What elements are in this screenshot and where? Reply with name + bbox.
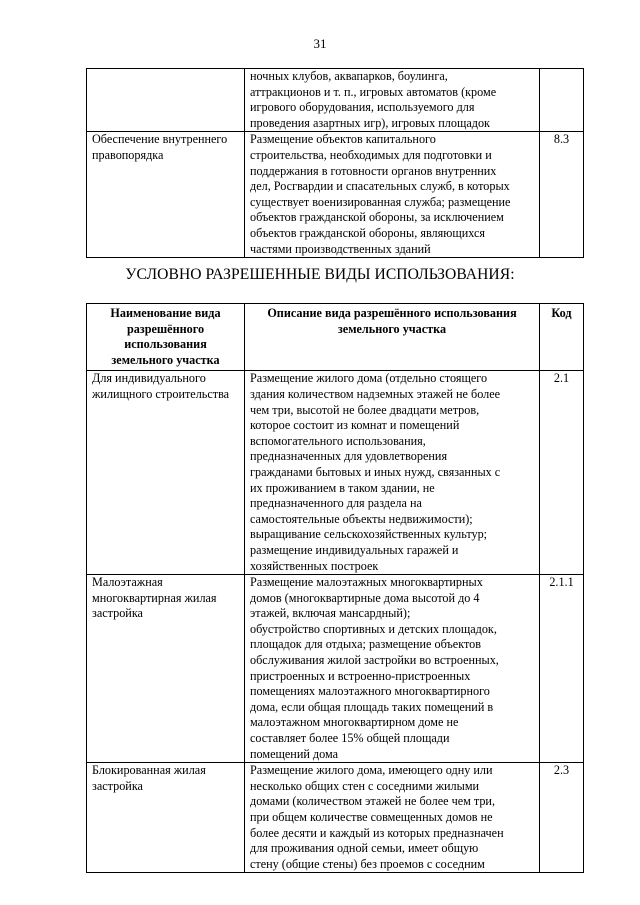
description-line: дома, если общая площадь таких помещений в <box>250 699 494 714</box>
table-row <box>87 69 584 132</box>
description-line: строительства, необходимых для подготовки и <box>250 147 492 162</box>
description-line: помещениях малоэтажного многоквартирного <box>250 684 490 699</box>
description-line: домов (многоквартирные дома высотой до 4 <box>250 590 480 605</box>
header-name: Наименование вида разрешённого использования земельного участка <box>87 304 245 371</box>
description-line: при общем количестве совмещенных домов не <box>250 810 493 824</box>
description-line: составляет более 15% общей площади <box>250 731 450 746</box>
table-row <box>87 371 584 575</box>
description-line: пристроенных и встроенно-пристроенных <box>250 668 471 683</box>
description-line: размещение индивидуальных гаражей и <box>250 542 459 557</box>
description-line: более десяти и каждый из которых предназначен <box>250 825 504 840</box>
row-name: Блокированная жилая застройка <box>87 763 245 873</box>
section-title: УСЛОВНО РАЗРЕШЕННЫЕ ВИДЫ ИСПОЛЬЗОВАНИЯ: <box>125 266 515 283</box>
description-line: Размещение малоэтажных многоквартирных <box>250 575 483 590</box>
page-number: 31 <box>313 36 327 51</box>
description-line: площадок для отдыха; размещение объектов <box>250 637 481 652</box>
main-table <box>86 303 584 873</box>
row-name <box>87 69 245 132</box>
description-line: проведения азартных игр), игровых площадок <box>250 115 490 130</box>
table-row <box>87 132 584 258</box>
description-line: этажей, включая мансардный); <box>250 606 411 621</box>
description-line: домами (количеством этажей не более чем три, <box>250 794 495 809</box>
description-line: обустройство спортивных и детских площадок, <box>250 621 497 636</box>
row-code: 2.3 <box>540 763 584 873</box>
row-description <box>245 132 540 258</box>
description-line: хозяйственных построек <box>250 558 379 573</box>
table-row <box>87 575 584 763</box>
description-line: поддержания в готовности органов внутренних <box>250 163 497 178</box>
description-line: игрового оборудования, используемого для <box>250 100 475 115</box>
description-line: гражданами бытовых и иных нужд, связанных с <box>250 464 501 479</box>
description-line: для проживания одной семьи, имеет общую <box>250 841 479 856</box>
description-line: предназначенного для раздела на <box>250 496 422 511</box>
table-row <box>87 763 584 873</box>
row-code: 2.1 <box>540 371 584 575</box>
description-line: их проживанием в таком здании, не <box>250 480 435 495</box>
row-name: Обеспечение внутреннего правопорядка <box>87 132 245 258</box>
description-line: несколько общих стен с соседними жилыми <box>250 778 480 793</box>
description-line: обслуживания жилой застройки во встроенных, <box>250 653 499 668</box>
description-line: частями производственных зданий <box>250 241 431 256</box>
row-code <box>540 69 584 132</box>
description-line: которое состоит из комнат и помещений <box>250 418 460 433</box>
description-line: помещений дома <box>250 746 339 761</box>
description-line: вспомогательного использования, <box>250 433 426 448</box>
description-line: Размещение жилого дома (отдельно стоящего <box>250 371 488 386</box>
top-table <box>86 68 584 258</box>
row-description <box>245 575 540 763</box>
description-line: стену (общие стены) без проемов с соседним <box>250 856 485 871</box>
row-code: 8.3 <box>540 132 584 258</box>
description-line: выращивание сельскохозяйственных культур; <box>250 527 488 542</box>
row-code: 2.1.1 <box>540 575 584 763</box>
description-line: аттракционов и т. п., игровых автоматов (кроме <box>250 84 497 99</box>
description-line: объектов гражданской обороны, являющихся <box>250 225 485 240</box>
row-description <box>245 763 540 873</box>
description-line: ночных клубов, аквапарков, боулинга, <box>250 69 448 83</box>
row-description <box>245 69 540 132</box>
description-line: самостоятельные объекты недвижимости); <box>250 511 473 526</box>
header-description: Описание вида разрешённого использования земельного участка <box>245 304 540 371</box>
table-header-row <box>87 304 584 371</box>
description-line: дел, Росгвардии и спасательных служб, в которых <box>250 179 510 194</box>
description-line: чем три, высотой не более двадцати метров, <box>250 402 480 417</box>
description-line: Размещение жилого дома, имеющего одну или <box>250 763 493 778</box>
description-line: существует военизированная служба; размещение <box>250 194 511 209</box>
row-name: Малоэтажная многоквартирная жилая застройка <box>87 575 245 763</box>
row-name: Для индивидуального жилищного строительства <box>87 371 245 575</box>
description-line: малоэтажном многоквартирном доме не <box>250 715 459 730</box>
row-description <box>245 371 540 575</box>
header-code: Код <box>540 304 584 371</box>
description-line: объектов гражданской обороны, за исключением <box>250 210 504 225</box>
description-line: здания количеством надземных этажей не более <box>250 386 501 401</box>
description-line: Размещение объектов капитального <box>250 132 436 147</box>
description-line: предназначенных для удовлетворения <box>250 449 448 464</box>
